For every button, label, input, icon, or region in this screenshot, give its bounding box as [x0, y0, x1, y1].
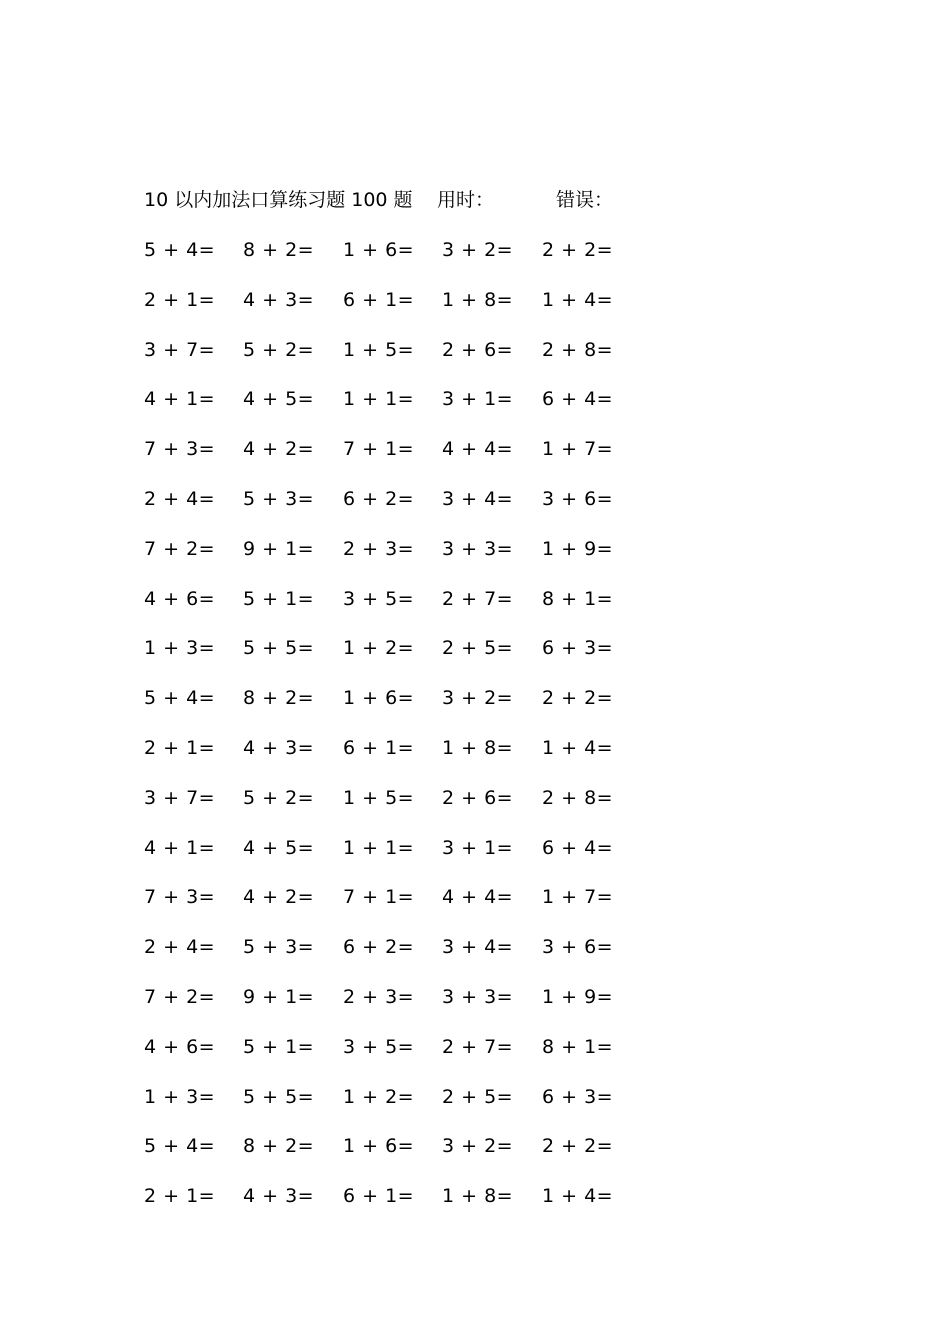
- addition-problem: 2 + 4=: [144, 487, 216, 510]
- addition-problem: 2 + 8=: [542, 338, 614, 361]
- problem-row: [144, 336, 664, 386]
- addition-problem: 1 + 4=: [542, 1185, 614, 1208]
- addition-problem: 4 + 4=: [442, 886, 514, 909]
- addition-problem: 2 + 4=: [144, 936, 216, 959]
- addition-problem: 3 + 6=: [542, 936, 614, 959]
- addition-problem: 9 + 1=: [243, 985, 315, 1008]
- problem-row: [144, 435, 664, 485]
- addition-problem: 7 + 1=: [343, 438, 415, 461]
- addition-problem: 2 + 2=: [542, 1135, 614, 1158]
- addition-problem: 5 + 1=: [243, 1035, 315, 1058]
- addition-problem: 5 + 4=: [144, 1135, 216, 1158]
- addition-problem: 3 + 7=: [144, 786, 216, 809]
- addition-problem: 8 + 1=: [542, 587, 614, 610]
- addition-problem: 7 + 3=: [144, 886, 216, 909]
- addition-problem: 9 + 1=: [243, 537, 315, 560]
- addition-problem: 1 + 3=: [144, 637, 216, 660]
- problem-row: [144, 385, 664, 435]
- addition-problem: 1 + 4=: [542, 288, 614, 311]
- addition-problem: 1 + 8=: [442, 1185, 514, 1208]
- addition-problem: 4 + 3=: [243, 288, 315, 311]
- addition-problem: 7 + 2=: [144, 985, 216, 1008]
- addition-problem: 3 + 5=: [343, 587, 415, 610]
- addition-problem: 3 + 2=: [442, 1135, 514, 1158]
- addition-problem: 5 + 3=: [243, 936, 315, 959]
- addition-problem: 1 + 5=: [343, 786, 415, 809]
- addition-problem: 2 + 6=: [442, 338, 514, 361]
- problem-row: [144, 1033, 664, 1083]
- addition-problem: 1 + 8=: [442, 736, 514, 759]
- addition-problem: 8 + 2=: [243, 239, 315, 261]
- problem-row: [144, 634, 664, 684]
- addition-problem: 1 + 4=: [542, 736, 614, 759]
- addition-problem: 3 + 1=: [442, 388, 514, 411]
- addition-problem: 4 + 1=: [144, 388, 216, 411]
- addition-problem: 1 + 6=: [343, 687, 415, 710]
- addition-problem: 3 + 2=: [442, 239, 514, 261]
- addition-problem: 3 + 3=: [442, 537, 514, 560]
- addition-problem: 8 + 2=: [243, 1135, 315, 1158]
- addition-problem: 2 + 3=: [343, 537, 415, 560]
- problem-row: [144, 983, 664, 1033]
- problem-row: [144, 784, 664, 834]
- addition-problem: 4 + 3=: [243, 1185, 315, 1208]
- addition-problem: 2 + 5=: [442, 1085, 514, 1108]
- addition-problem: 5 + 2=: [243, 786, 315, 809]
- addition-problem: 1 + 9=: [542, 985, 614, 1008]
- addition-problem: 5 + 2=: [243, 338, 315, 361]
- addition-problem: 2 + 1=: [144, 736, 216, 759]
- addition-problem: 3 + 4=: [442, 936, 514, 959]
- addition-problem: 3 + 6=: [542, 487, 614, 510]
- addition-problem: 1 + 2=: [343, 637, 415, 660]
- addition-problem: 1 + 2=: [343, 1085, 415, 1108]
- addition-problem: 2 + 2=: [542, 239, 614, 261]
- addition-problem: 6 + 4=: [542, 388, 614, 411]
- addition-problem: 6 + 1=: [343, 736, 415, 759]
- addition-problem: 2 + 6=: [442, 786, 514, 809]
- addition-problem: 3 + 4=: [442, 487, 514, 510]
- addition-problem: 8 + 1=: [542, 1035, 614, 1058]
- addition-problem: 5 + 4=: [144, 239, 216, 261]
- addition-problem: 5 + 5=: [243, 637, 315, 660]
- time-used-label: 用时：: [437, 189, 495, 211]
- addition-problem: 4 + 2=: [243, 886, 315, 909]
- problem-row: [144, 1132, 664, 1182]
- addition-problem: 3 + 2=: [442, 687, 514, 710]
- problem-row: [144, 1182, 664, 1232]
- addition-problem: 1 + 6=: [343, 1135, 415, 1158]
- addition-problem: 1 + 9=: [542, 537, 614, 560]
- problem-row: [144, 684, 664, 734]
- addition-problem: 1 + 6=: [343, 239, 415, 261]
- addition-problem: 6 + 3=: [542, 1085, 614, 1108]
- addition-problem: 2 + 1=: [144, 1185, 216, 1208]
- addition-problem: 6 + 2=: [343, 936, 415, 959]
- worksheet-header: [144, 186, 664, 214]
- addition-problem: 3 + 3=: [442, 985, 514, 1008]
- addition-problem: 1 + 8=: [442, 288, 514, 311]
- problem-row: [144, 834, 664, 884]
- addition-problem: 2 + 8=: [542, 786, 614, 809]
- addition-problem: 3 + 7=: [144, 338, 216, 361]
- addition-problem: 1 + 3=: [144, 1085, 216, 1108]
- problem-grid: [144, 236, 664, 1232]
- problem-row: [144, 1083, 664, 1133]
- addition-problem: 7 + 3=: [144, 438, 216, 461]
- error-count-label: 错误：: [556, 189, 614, 211]
- problem-row: [144, 535, 664, 585]
- addition-problem: 5 + 5=: [243, 1085, 315, 1108]
- addition-problem: 1 + 1=: [343, 388, 415, 411]
- addition-problem: 4 + 4=: [442, 438, 514, 461]
- addition-problem: 1 + 1=: [343, 836, 415, 859]
- addition-problem: 8 + 2=: [243, 687, 315, 710]
- addition-problem: 1 + 5=: [343, 338, 415, 361]
- addition-problem: 6 + 4=: [542, 836, 614, 859]
- addition-problem: 5 + 3=: [243, 487, 315, 510]
- problem-row: [144, 883, 664, 933]
- problem-row: [144, 734, 664, 784]
- addition-problem: 2 + 7=: [442, 1035, 514, 1058]
- addition-problem: 4 + 6=: [144, 1035, 216, 1058]
- addition-problem: 4 + 2=: [243, 438, 315, 461]
- addition-problem: 7 + 1=: [343, 886, 415, 909]
- addition-problem: 1 + 7=: [542, 886, 614, 909]
- addition-problem: 6 + 1=: [343, 1185, 415, 1208]
- problem-row: [144, 236, 664, 286]
- addition-problem: 2 + 7=: [442, 587, 514, 610]
- addition-problem: 4 + 5=: [243, 388, 315, 411]
- addition-problem: 1 + 7=: [542, 438, 614, 461]
- problem-row: [144, 585, 664, 635]
- addition-problem: 3 + 1=: [442, 836, 514, 859]
- addition-problem: 2 + 1=: [144, 288, 216, 311]
- addition-problem: 2 + 5=: [442, 637, 514, 660]
- addition-problem: 6 + 3=: [542, 637, 614, 660]
- addition-problem: 4 + 1=: [144, 836, 216, 859]
- addition-problem: 7 + 2=: [144, 537, 216, 560]
- addition-problem: 4 + 6=: [144, 587, 216, 610]
- addition-problem: 4 + 5=: [243, 836, 315, 859]
- addition-problem: 3 + 5=: [343, 1035, 415, 1058]
- addition-problem: 6 + 1=: [343, 288, 415, 311]
- addition-problem: 5 + 4=: [144, 687, 216, 710]
- problem-row: [144, 933, 664, 983]
- addition-problem: 2 + 3=: [343, 985, 415, 1008]
- addition-problem: 6 + 2=: [343, 487, 415, 510]
- addition-problem: 4 + 3=: [243, 736, 315, 759]
- addition-problem: 5 + 1=: [243, 587, 315, 610]
- addition-problem: 2 + 2=: [542, 687, 614, 710]
- worksheet-title: 10 以内加法口算练习题 100 题: [144, 189, 413, 211]
- problem-row: [144, 485, 664, 535]
- problem-row: [144, 286, 664, 336]
